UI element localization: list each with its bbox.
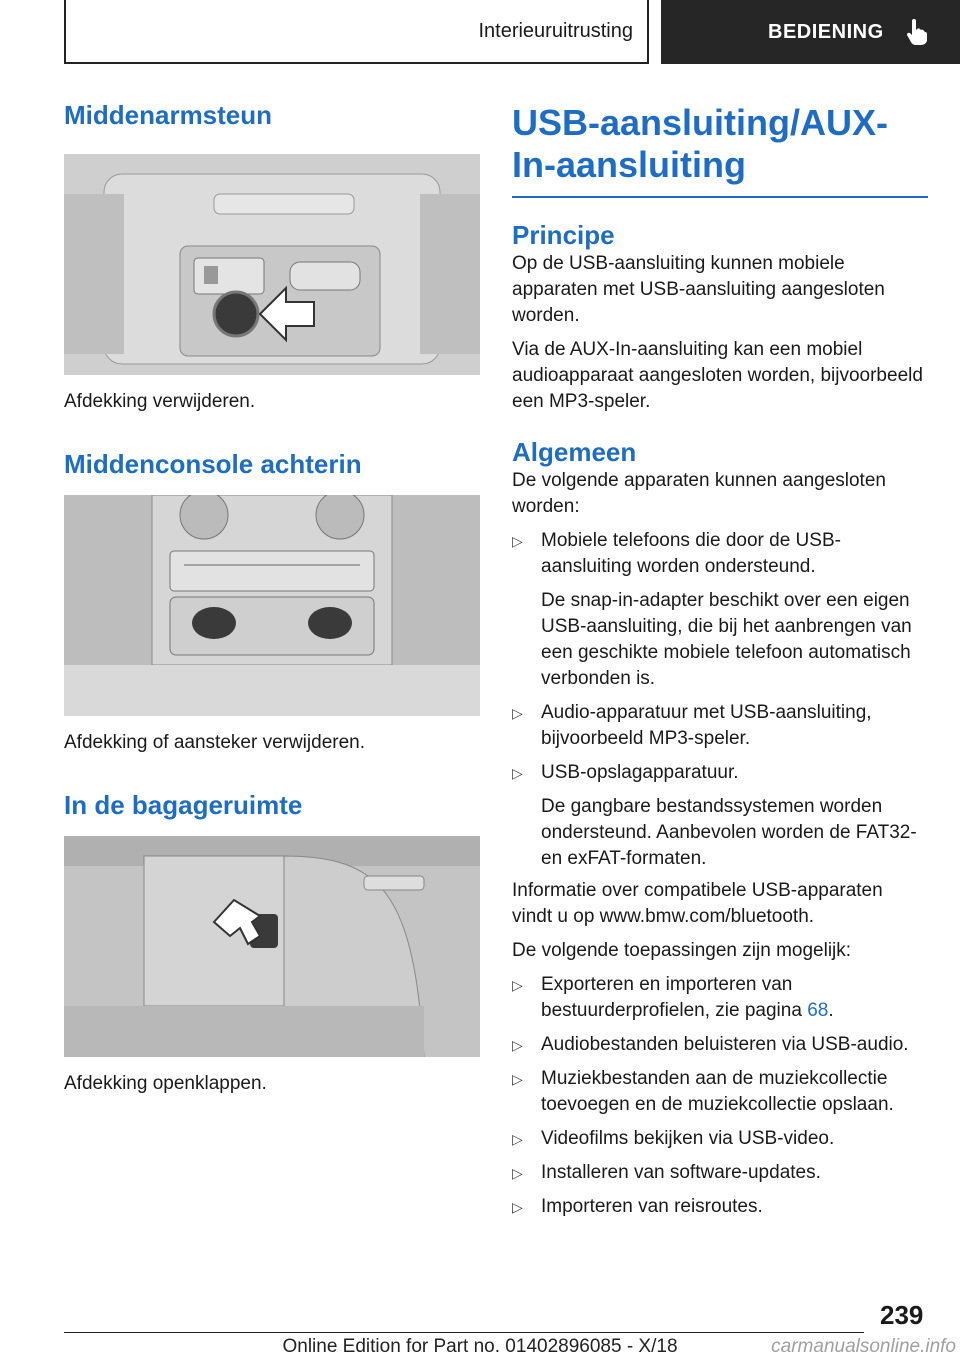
device-subtext: De snap-in-adapter beschikt over een eigen USB-aansluiting, die bij het aanbrengen van een geschikte mobiele telefoon automatisch verbonden is. [541,590,912,689]
list-item [512,1126,928,1152]
app-text-end: . [828,1000,834,1021]
list-item [512,972,928,1024]
section-label: BEDIENING [768,20,884,43]
armrest-caption: Afdekking verwijderen. [64,391,256,412]
chapter-label: Interieuruitrusting [478,19,633,42]
algemeen-paragraph: De volgende apparaten kunnen aangesloten worden: [512,470,886,517]
list-item [512,760,928,872]
section-title-rear-console: Middenconsole achterin [64,449,362,479]
list-item [512,528,928,692]
triangle-bullet-icon: ▷ [512,1199,523,1215]
usb-section-title: USB-aansluiting/AUX-In-aansluiting [512,102,889,185]
armrest-photo [64,154,480,375]
title-rule [512,196,928,198]
list-item [512,700,928,752]
rear-console-photo [64,495,480,716]
app-text: Videofilms bekijken via USB-video. [541,1128,835,1149]
triangle-bullet-icon: ▷ [512,1071,523,1087]
device-subtext: De gangbare bestandssystemen worden ondersteund. Aanbevolen worden de FAT32- en exFAT-formaten. [541,796,917,869]
algemeen-heading: Algemeen [512,437,637,467]
edition-footer: Online Edition for Part no. 01402896085 - X/18 [282,1336,678,1357]
section-title-armrest: Middenarmsteun [64,100,273,130]
triangle-bullet-icon: ▷ [512,1165,523,1181]
page-number: 239 [880,1300,924,1330]
app-text: Installeren van software-updates. [541,1162,821,1183]
device-list [512,528,928,872]
hand-pointer-icon [906,19,928,45]
triangle-bullet-icon: ▷ [512,1037,523,1053]
app-text: Muziekbestanden aan de muziekcollectie toevoegen en de muziekcollectie opslaan. [541,1068,894,1115]
header-section [661,0,960,64]
triangle-bullet-icon: ▷ [512,1131,523,1147]
triangle-bullet-icon: ▷ [512,533,523,549]
app-text: Exporteren en importeren van bestuurderprofielen, zie pagina [541,974,808,1021]
left-column [64,100,480,1095]
watermark: carmanualsonline.info [771,1336,956,1357]
device-text: Mobiele telefoons die door de USB-aansluiting worden ondersteund. [541,530,841,577]
apps-intro: De volgende toepassingen zijn mogelijk: [512,940,852,961]
list-item [512,1032,928,1058]
app-text: Importeren van reisroutes. [541,1196,763,1217]
luggage-photo [64,836,480,1057]
info-paragraph: Informatie over compatibele USB-apparaten vindt u op www.bmw.com/bluetooth. [512,880,883,927]
list-item [512,1066,928,1118]
principe-paragraph-2: Via de AUX-In-aansluiting kan een mobiel audioapparaat aangesloten worden, bijvoorbeeld een MP3-speler. [512,339,923,412]
triangle-bullet-icon: ▷ [512,977,523,993]
section-title-luggage: In de bagageruimte [64,790,303,820]
principe-heading: Principe [512,220,615,250]
rear-console-caption: Afdekking of aansteker verwijderen. [64,732,365,753]
list-item [512,1160,928,1186]
device-text: USB-opslagapparatuur. [541,762,739,783]
triangle-bullet-icon: ▷ [512,765,523,781]
apps-list [512,972,928,1220]
header-chapter [64,0,649,64]
list-item [512,1194,928,1220]
triangle-bullet-icon: ▷ [512,705,523,721]
app-text: Audiobestanden beluisteren via USB-audio. [541,1034,909,1055]
page-link[interactable]: 68 [807,1000,829,1021]
luggage-caption: Afdekking openklappen. [64,1073,267,1094]
footer-rule [64,1332,864,1333]
right-column [512,100,928,1220]
device-text: Audio-apparatuur met USB-aansluiting, bijvoorbeeld MP3-speler. [541,702,872,749]
principe-paragraph-1: Op de USB-aansluiting kunnen mobiele apparaten met USB-aansluiting aangesloten worden. [512,253,885,326]
